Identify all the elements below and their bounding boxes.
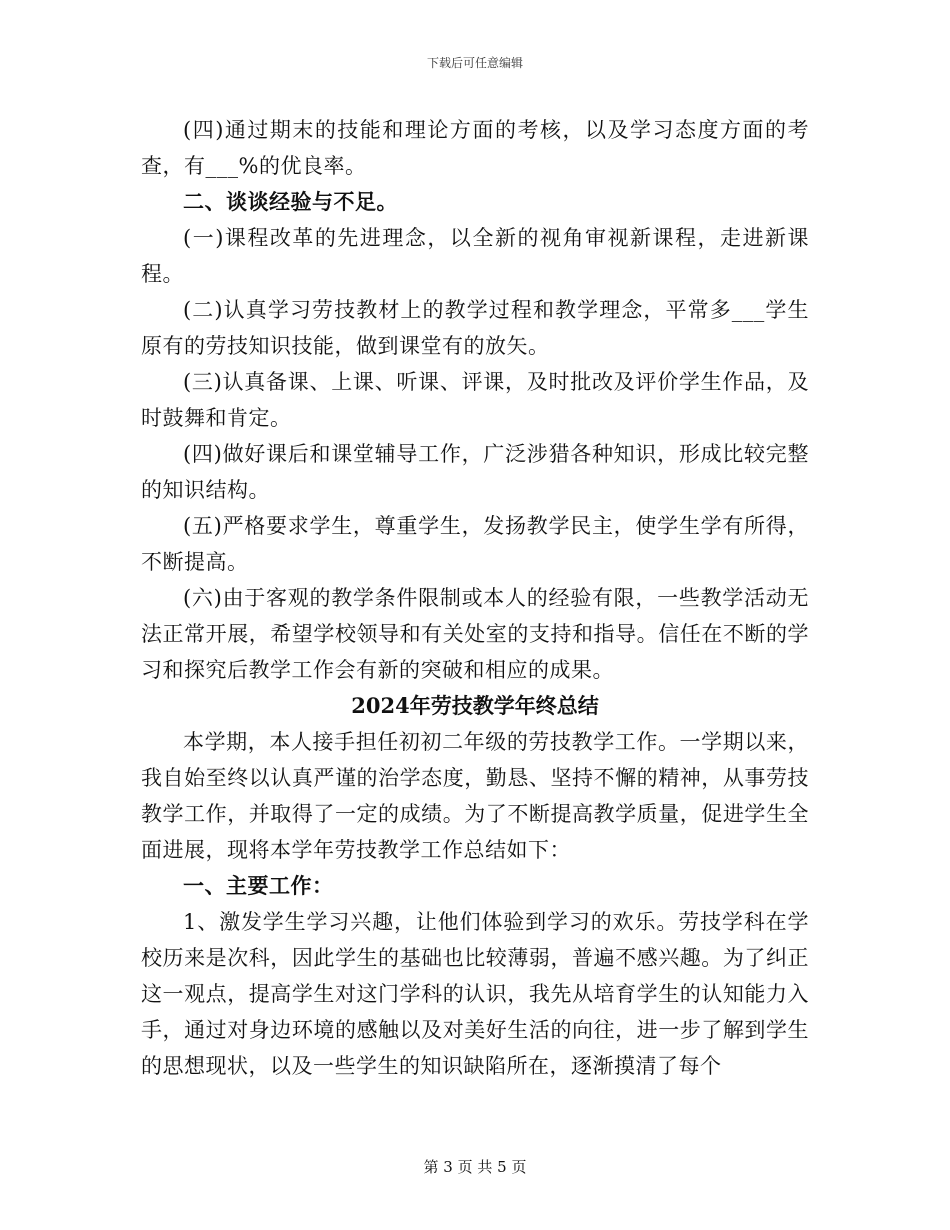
paragraph-work-1: 1、激发学生学习兴趣，让他们体验到学习的欢乐。劳技学科在学校历来是次科，因此学生的基础也比较薄弱，普遍不感兴趣。为了纠正这一观点，提高学生对这门学科的认识，我先从培育学生的认知能力入手，通过对身边环境的感触以及对美好生活的向往，进一步了解到学生的思想现状，以及一些学生的知识缺陷所在，逐渐摸清了每个: [141, 910, 809, 1078]
paragraph-item-5: (五)严格要求学生，尊重学生，发扬教学民主，使学生学有所得，不断提高。: [141, 514, 809, 574]
section-heading-experience: 二、谈谈经验与不足。: [183, 189, 398, 214]
document-title: 2024年劳技教学年终总结: [351, 693, 599, 718]
section-heading-main-work: 一、主要工作：: [183, 873, 334, 898]
paragraph-intro: 本学期，本人接手担任初初二年级的劳技教学工作。一学期以来，我自始至终以认真严谨的治学态度，勤恳、坚持不懈的精神，从事劳技教学工作，并取得了一定的成绩。为了不断提高教学质量，促进学生全面进展，现将本学年劳技教学工作总结如下：: [141, 730, 809, 862]
paragraph-item-6: (六)由于客观的教学条件限制或本人的经验有限，一些教学活动无法正常开展，希望学校领导和有关处室的支持和指导。信任在不断的学习和探究后教学工作会有新的突破和相应的成果。: [141, 586, 809, 682]
paragraph-assessment: (四)通过期末的技能和理论方面的考核，以及学习态度方面的考查，有___%的优良率。: [141, 118, 809, 178]
page-number-footer: 第 3 页 共 5 页: [423, 1158, 527, 1176]
paragraph-item-3: (三)认真备课、上课、听课、评课，及时批改及评价学生作品，及时鼓舞和肯定。: [141, 370, 809, 430]
document-body: [141, 112, 809, 1084]
paragraph-item-4: (四)做好课后和课堂辅导工作，广泛涉猎各种知识，形成比较完整的知识结构。: [141, 442, 809, 502]
header-note: 下载后可任意编辑: [426, 56, 523, 70]
paragraph-item-1: (一)课程改革的先进理念，以全新的视角审视新课程，走进新课程。: [141, 226, 809, 286]
paragraph-item-2: (二)认真学习劳技教材上的教学过程和教学理念，平常多___学生原有的劳技知识技能，做到课堂有的放矢。: [141, 298, 809, 358]
